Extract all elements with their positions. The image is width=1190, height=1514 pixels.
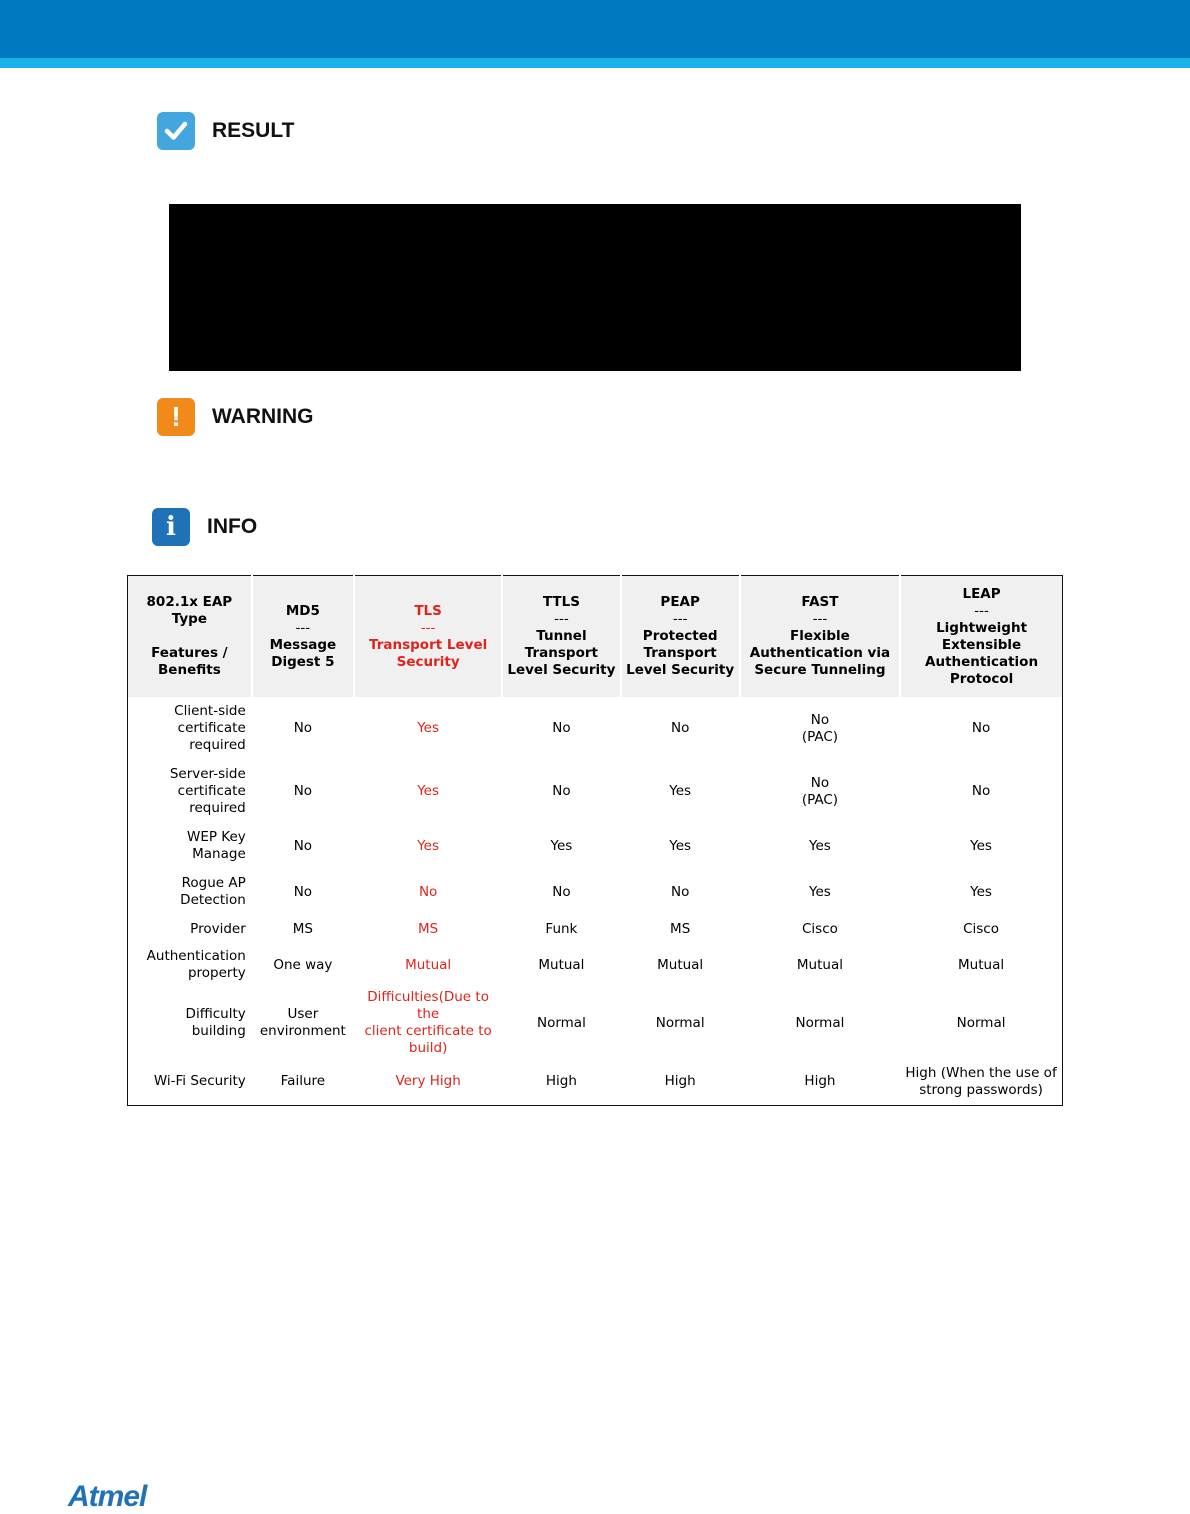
cell-text: Digest 5: [271, 653, 335, 670]
cell-text: High: [664, 1073, 696, 1090]
table-row: [128, 987, 1063, 1059]
column-header: [621, 576, 740, 698]
table-cell: [502, 987, 620, 1059]
header-accent-line: [0, 58, 1190, 68]
table-cell: [502, 943, 620, 987]
table-cell: [621, 697, 740, 760]
cell-text: strong passwords): [919, 1081, 1043, 1098]
table-cell: [740, 760, 900, 823]
cell-text: Tunnel: [536, 628, 587, 644]
cell-text: No: [293, 883, 313, 900]
cell-text: MS: [292, 920, 313, 937]
cell-text: No: [293, 783, 313, 799]
atmel-logo: Atmel: [68, 1480, 147, 1513]
cell-text: Yes: [970, 883, 992, 900]
table-cell: [740, 697, 900, 760]
cell-text: Yes: [809, 883, 831, 900]
cell-text: Very High: [395, 1073, 461, 1090]
table-row: [128, 760, 1063, 823]
row-label: [128, 760, 252, 823]
table-cell: [354, 697, 502, 760]
cell-text: ---: [554, 611, 569, 627]
cell-text: MS: [670, 920, 691, 937]
table-cell: [354, 943, 502, 987]
column-header: [252, 576, 354, 698]
cell-text: ---: [672, 611, 688, 627]
cell-text: Extensible: [941, 636, 1022, 653]
cell-text: Level Security: [626, 662, 735, 678]
table-cell: [252, 1059, 354, 1105]
table-cell: [252, 869, 354, 915]
cell-text: certificate: [177, 720, 246, 736]
table-row: [128, 915, 1063, 943]
row-label: [128, 869, 252, 915]
warning-callout: [157, 398, 314, 436]
cell-text: No: [552, 720, 571, 736]
eap-comparison-table: [127, 575, 1063, 1106]
cell-text: High: [545, 1073, 577, 1090]
cell-text: MS: [418, 920, 439, 937]
cell-text: Mutual: [796, 956, 843, 973]
column-header: [354, 576, 502, 698]
table-cell: [740, 987, 900, 1059]
corner-header: 802.1x EAP Type Features / Benefits: [128, 576, 252, 698]
cell-text: Server-side: [169, 766, 246, 782]
table-row: [128, 697, 1063, 760]
cell-text: build): [408, 1040, 448, 1056]
table-cell: [252, 915, 354, 943]
table-cell: [900, 697, 1062, 760]
cell-text: Authentication: [146, 948, 246, 964]
cell-text: Cisco: [801, 920, 838, 937]
table-cell: [621, 823, 740, 869]
table-cell: [252, 987, 354, 1059]
cell-text: Security: [396, 653, 460, 670]
cell-text: No: [552, 883, 571, 900]
table-cell: [354, 823, 502, 869]
cell-text: Normal: [536, 1014, 586, 1031]
cell-text: ---: [812, 611, 828, 627]
table-header-row: [128, 576, 1063, 698]
cell-text: ---: [295, 619, 311, 636]
cell-text: Funk: [545, 920, 578, 937]
exclamation-icon: !: [157, 398, 195, 436]
table-cell: [900, 760, 1062, 823]
info-callout: [152, 508, 257, 546]
table-cell: [252, 760, 354, 823]
table-cell: [740, 823, 900, 869]
cell-text: Manage: [192, 846, 246, 862]
cell-text: Provider: [190, 920, 246, 937]
cell-text: LEAP: [962, 585, 1001, 602]
table-row: [128, 869, 1063, 915]
table-cell: [502, 1059, 620, 1105]
cell-text: Mutual: [958, 956, 1005, 973]
cell-text: required: [189, 800, 246, 816]
row-label: [128, 697, 252, 760]
cell-text: Secure Tunneling: [754, 662, 886, 678]
table-cell: [740, 943, 900, 987]
cell-text: Transport: [524, 645, 598, 661]
table-cell: [252, 823, 354, 869]
cell-text: Yes: [669, 837, 692, 854]
cell-text: Transport Level: [369, 636, 488, 653]
cell-text: Mutual: [405, 956, 452, 973]
cell-text: No: [810, 711, 830, 728]
checkmark-icon: [157, 112, 195, 150]
table-cell: [621, 915, 740, 943]
cell-text: Difficulties(Due to the: [367, 989, 489, 1022]
cell-text: Mutual: [657, 956, 704, 973]
cell-text: No: [293, 720, 313, 736]
result-callout: [157, 112, 294, 150]
header-bar: [0, 0, 1190, 58]
console-output-block: [169, 204, 1021, 371]
cell-text: High (When the use of: [905, 1064, 1057, 1081]
table-cell: [502, 915, 620, 943]
cell-text: No: [293, 837, 313, 854]
cell-text: TTLS: [542, 594, 580, 610]
cell-text: Lightweight: [936, 619, 1028, 636]
table-cell: [252, 943, 354, 987]
row-label: [128, 823, 252, 869]
table-cell: [900, 943, 1062, 987]
table-cell: [502, 697, 620, 760]
row-label: [128, 987, 252, 1059]
cell-text: environment: [259, 1023, 346, 1039]
cell-text: PEAP: [660, 594, 700, 610]
column-header: [502, 576, 620, 698]
cell-text: (PAC): [801, 728, 839, 745]
table-cell: [900, 915, 1062, 943]
table-cell: [621, 987, 740, 1059]
table-cell: [354, 869, 502, 915]
cell-text: Authentication: [925, 653, 1039, 670]
table-cell: [900, 823, 1062, 869]
cell-text: Rogue AP: [181, 875, 246, 891]
cell-text: Protected: [642, 628, 718, 644]
cell-text: ---: [420, 619, 436, 636]
cell-text: Failure: [280, 1073, 326, 1090]
cell-text: Yes: [417, 720, 440, 736]
result-title: RESULT: [212, 119, 295, 142]
table-cell: [621, 943, 740, 987]
cell-text: Client-side: [174, 703, 246, 719]
cell-text: No: [670, 720, 690, 736]
cell-text: Yes: [970, 837, 992, 854]
table-cell: [740, 915, 900, 943]
cell-text: Normal: [655, 1014, 705, 1031]
table-cell: [354, 987, 502, 1059]
table-cell: [502, 823, 620, 869]
cell-text: client certificate to: [364, 1023, 492, 1039]
cell-text: Detection: [180, 892, 246, 908]
cell-text: Authentication via: [749, 645, 891, 661]
cell-text: Yes: [417, 783, 440, 799]
cell-text: MD5: [285, 602, 320, 619]
cell-text: Normal: [956, 1014, 1006, 1031]
table-row: [128, 1059, 1063, 1105]
cell-text: Yes: [550, 837, 573, 854]
cell-text: Protocol: [949, 670, 1014, 687]
cell-text: No: [670, 883, 690, 900]
cell-text: No: [418, 883, 438, 900]
cell-text: Flexible: [790, 628, 850, 644]
info-icon: i: [152, 508, 190, 546]
cell-text: Wi-Fi Security: [153, 1073, 246, 1090]
cell-text: User: [287, 1006, 319, 1022]
table-cell: [740, 869, 900, 915]
cell-text: WEP Key: [186, 829, 246, 845]
cell-text: One way: [273, 956, 333, 973]
cell-text: No: [971, 720, 991, 736]
table-cell: [354, 760, 502, 823]
table-cell: [502, 869, 620, 915]
table-cell: [502, 760, 620, 823]
table-cell: [621, 1059, 740, 1105]
table-cell: [252, 697, 354, 760]
table-cell: [900, 987, 1062, 1059]
cell-text: Yes: [669, 783, 692, 799]
warning-title: WARNING: [212, 405, 314, 428]
table-row: [128, 943, 1063, 987]
cell-text: Normal: [795, 1014, 845, 1031]
cell-text: Transport: [643, 645, 717, 661]
table-cell: [621, 760, 740, 823]
table-row: [128, 823, 1063, 869]
table-cell: [354, 915, 502, 943]
cell-text: property: [187, 965, 246, 981]
info-title: INFO: [207, 515, 258, 538]
table-cell: [900, 1059, 1062, 1105]
table-cell: [621, 869, 740, 915]
cell-text: Message: [269, 636, 337, 653]
row-label: [128, 915, 252, 943]
column-header: [900, 576, 1062, 698]
cell-text: Cisco: [963, 920, 999, 937]
cell-text: No: [552, 783, 571, 799]
table-cell: [354, 1059, 502, 1105]
cell-text: TLS: [414, 602, 442, 619]
cell-text: certificate: [177, 783, 246, 799]
cell-text: Mutual: [538, 956, 585, 973]
cell-text: required: [189, 737, 246, 753]
column-header: [740, 576, 900, 698]
table-cell: [740, 1059, 900, 1105]
cell-text: ---: [974, 602, 989, 619]
cell-text: Level Security: [507, 662, 616, 678]
cell-text: No: [810, 774, 830, 791]
cell-text: Difficulty building: [185, 1006, 246, 1039]
table-body: [128, 697, 1063, 1105]
cell-text: Yes: [809, 837, 831, 854]
row-label: [128, 1059, 252, 1105]
cell-text: High: [804, 1073, 836, 1090]
table-cell: [900, 869, 1062, 915]
cell-text: (PAC): [801, 791, 839, 808]
cell-text: No: [971, 783, 991, 799]
cell-text: Yes: [417, 837, 440, 854]
cell-text: FAST: [801, 594, 839, 610]
row-label: [128, 943, 252, 987]
